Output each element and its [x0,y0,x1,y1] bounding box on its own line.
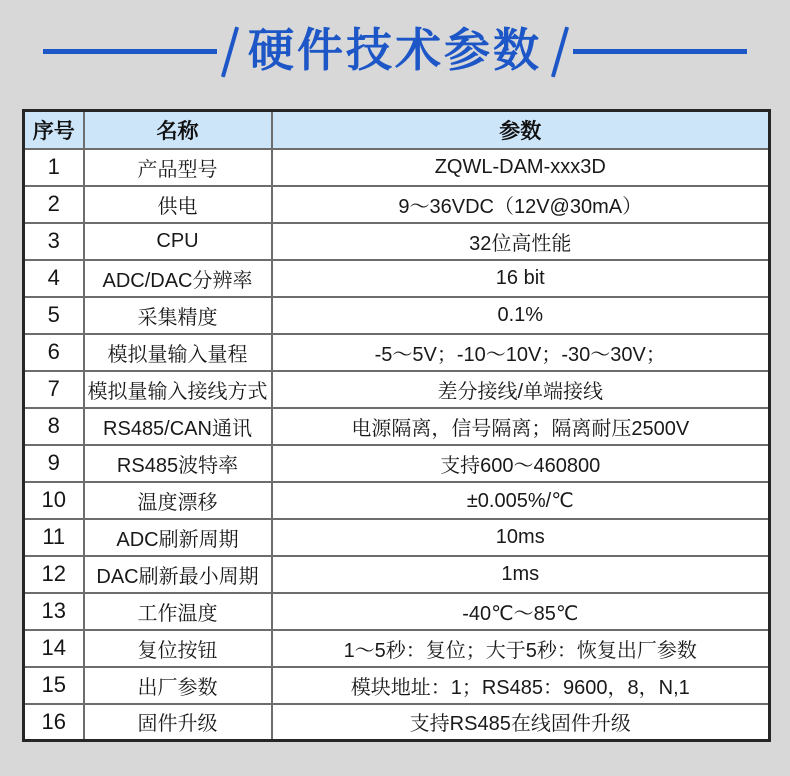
table-row [24,704,770,741]
row-name-cell: 模拟量输入接线方式 [84,371,272,408]
table-row [24,334,770,371]
row-name-cell: ADC/DAC分辨率 [84,260,272,297]
row-name-cell: CPU [84,223,272,260]
table-row [24,186,770,223]
title-left-slash-icon [221,26,239,77]
row-param-cell: ±0.005%/℃ [272,482,770,519]
row-name-cell: 温度漂移 [84,482,272,519]
row-param-cell: 1～5秒：复位；大于5秒：恢复出厂参数 [272,630,770,667]
row-index-cell: 12 [24,556,84,593]
table-row [24,445,770,482]
row-name-cell: 出厂参数 [84,667,272,704]
row-param-cell: ZQWL-DAM-xxx3D [272,149,770,186]
row-index-cell: 5 [24,297,84,334]
row-param-cell: 1ms [272,556,770,593]
row-index-cell: 1 [24,149,84,186]
table-row [24,371,770,408]
row-index-cell: 9 [24,445,84,482]
spec-table-body [24,149,770,741]
row-name-cell: ADC刷新周期 [84,519,272,556]
row-param-cell: 32位高性能 [272,223,770,260]
row-param-cell: -40℃～85℃ [272,593,770,630]
table-row [24,297,770,334]
row-param-cell: 16 bit [272,260,770,297]
table-row [24,667,770,704]
table-row [24,556,770,593]
row-index-cell: 10 [24,482,84,519]
hardware-spec-table [22,109,771,742]
row-param-cell: 9～36VDC（12V@30mA） [272,186,770,223]
header-cell-name: 名称 [84,111,272,149]
row-index-cell: 15 [24,667,84,704]
row-name-cell: 模拟量输入量程 [84,334,272,371]
row-param-cell: 电源隔离，信号隔离；隔离耐压2500V [272,408,770,445]
row-index-cell: 11 [24,519,84,556]
row-index-cell: 8 [24,408,84,445]
row-name-cell: 固件升级 [84,704,272,741]
table-row [24,260,770,297]
table-row [24,519,770,556]
row-index-cell: 4 [24,260,84,297]
row-param-cell: -5～5V；-10～10V；-30～30V； [272,334,770,371]
table-row [24,482,770,519]
row-index-cell: 3 [24,223,84,260]
table-row [24,630,770,667]
row-index-cell: 7 [24,371,84,408]
row-name-cell: RS485/CAN通讯 [84,408,272,445]
table-row [24,408,770,445]
row-name-cell: 复位按钮 [84,630,272,667]
header-cell-no: 序号 [24,111,84,149]
row-param-cell: 支持RS485在线固件升级 [272,704,770,741]
table-row [24,593,770,630]
page-title: 硬件技术参数 [248,23,542,76]
row-name-cell: 工作温度 [84,593,272,630]
row-param-cell: 0.1% [272,297,770,334]
title-left-rule [43,49,217,54]
row-param-cell: 模块地址：1；RS485：9600，8，N,1 [272,667,770,704]
table-row [24,223,770,260]
row-index-cell: 16 [24,704,84,741]
row-index-cell: 2 [24,186,84,223]
row-name-cell: RS485波特率 [84,445,272,482]
title-right-rule [573,49,747,54]
row-name-cell: 供电 [84,186,272,223]
row-index-cell: 14 [24,630,84,667]
row-index-cell: 6 [24,334,84,371]
table-row [24,149,770,186]
header-cell-param: 参数 [272,111,770,149]
row-name-cell: DAC刷新最小周期 [84,556,272,593]
row-index-cell: 13 [24,593,84,630]
table-header-row [24,111,770,149]
row-name-cell: 采集精度 [84,297,272,334]
row-name-cell: 产品型号 [84,149,272,186]
row-param-cell: 10ms [272,519,770,556]
title-banner [0,0,790,103]
title-right-slash-icon [551,26,569,77]
row-param-cell: 差分接线/单端接线 [272,371,770,408]
row-param-cell: 支持600～460800 [272,445,770,482]
